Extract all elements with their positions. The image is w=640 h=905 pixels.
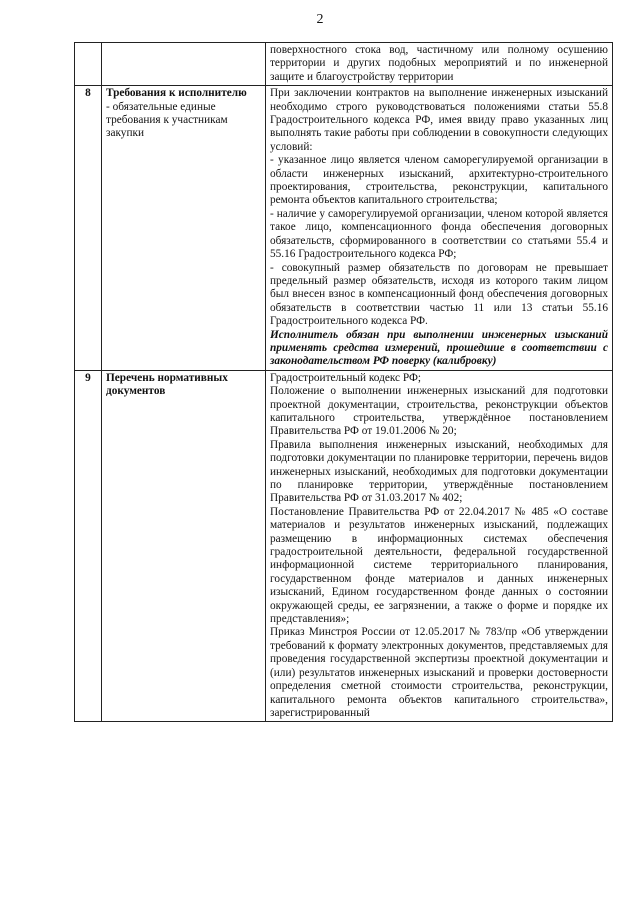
row-number: 8 bbox=[75, 86, 102, 371]
row-name-cell bbox=[102, 370, 266, 722]
row-text-cell bbox=[266, 43, 613, 86]
paragraph: При заключении контрактов на выполнение инженерных изысканий необходимо строго руководствоваться положениями статьи 55.8 Градостроительного кодекса РФ, имея ввиду право указанных лиц выполнять такие работы при соблюдении в совокупности следующих условий: bbox=[270, 87, 608, 153]
row-text-cell bbox=[266, 86, 613, 371]
row-text-cell bbox=[266, 370, 613, 722]
emphasized-paragraph: Исполнитель обязан при выполнении инженерных изысканий применять средства измерений, прошедшие в соответствии с законодательством РФ поверку (калибровку) bbox=[270, 328, 608, 368]
row-number: 9 bbox=[75, 370, 102, 722]
paragraph: Правила выполнения инженерных изысканий, необходимых для подготовки документации по планировке территории, перечень видов инженерных изысканий, необходимых для подготовки документации по планировке территории, утверждённые постановлением Правительства РФ от 31.03.2017 № 402; bbox=[270, 438, 608, 505]
paragraph: Положение о выполнении инженерных изысканий для подготовки проектной документации, строительства, реконструкции объектов капитального строительства, утверждённое постановлением Правительства РФ от 19.01.2006 № 20; bbox=[270, 385, 608, 438]
page-number: 2 bbox=[316, 12, 324, 27]
paragraph: поверхностного стока вод, частичному или полному осушению территории и других подобных мероприятий и по инженерной защите и благоустройству территории bbox=[270, 44, 608, 83]
row-title: Перечень нормативных документов bbox=[106, 371, 228, 398]
row-name-cell bbox=[102, 43, 266, 86]
paragraph: - совокупный размер обязательств по договорам не превышает предельный размер обязательств, исходя из которого таким лицом был внесен взнос в компенсационный фонд обеспечения договорных обязательств в соответствии частью 11 или 13 статьи 55.16 Градостроительного кодекса РФ. bbox=[270, 261, 608, 328]
paragraph: Приказ Минстроя России от 12.05.2017 № 783/пр «Об утверждении требований к формату электронных документов, представляемых для проведения государственной экспертизы проектной документации и (или) результатов инженерных изысканий и проверки достоверности определения сметной стоимости строительства, реконструкции, капитального ремонта объектов капитального строительства», зарегистрированный bbox=[270, 626, 608, 719]
paragraph: - указанное лицо является членом саморегулируемой организации в области инженерных изысканий, архитектурно-строительного проектирования, строительства, реконструкции, капитального ремонта объектов капитального строительства; bbox=[270, 154, 608, 207]
row-name-cell bbox=[102, 86, 266, 371]
paragraph: Градостроительный кодекс РФ; bbox=[270, 371, 422, 384]
table-row-8 bbox=[75, 86, 613, 371]
table-row-9 bbox=[75, 370, 613, 722]
table-row-continuation bbox=[75, 43, 613, 86]
row-subtitle: - обязательные единые требования к участникам закупки bbox=[106, 100, 228, 140]
paragraph: Постановление Правительства РФ от 22.04.2017 № 485 «О составе материалов и результатов инженерных изысканий, подлежащих размещению в информационных системах обеспечения градостроительной деятельности, федеральной государственной информационной системе территориального планирования, государственном фонде материалов и данных инженерных изысканий, Едином государственном фонде данных о состоянии окружающей среды, ее загрязнении, а также о форме и порядке их представления»; bbox=[270, 505, 608, 626]
requirements-table bbox=[74, 42, 613, 722]
paragraph: - наличие у саморегулируемой организации, членом которой является такое лицо, компенсационного фонда обеспечения договорных обязательств, сформированного в соответствии со статьями 55.4 и 55.16 Градостроительного кодекса РФ; bbox=[270, 207, 608, 261]
row-title: Требования к исполнителю bbox=[106, 87, 247, 100]
row-number bbox=[75, 43, 102, 86]
